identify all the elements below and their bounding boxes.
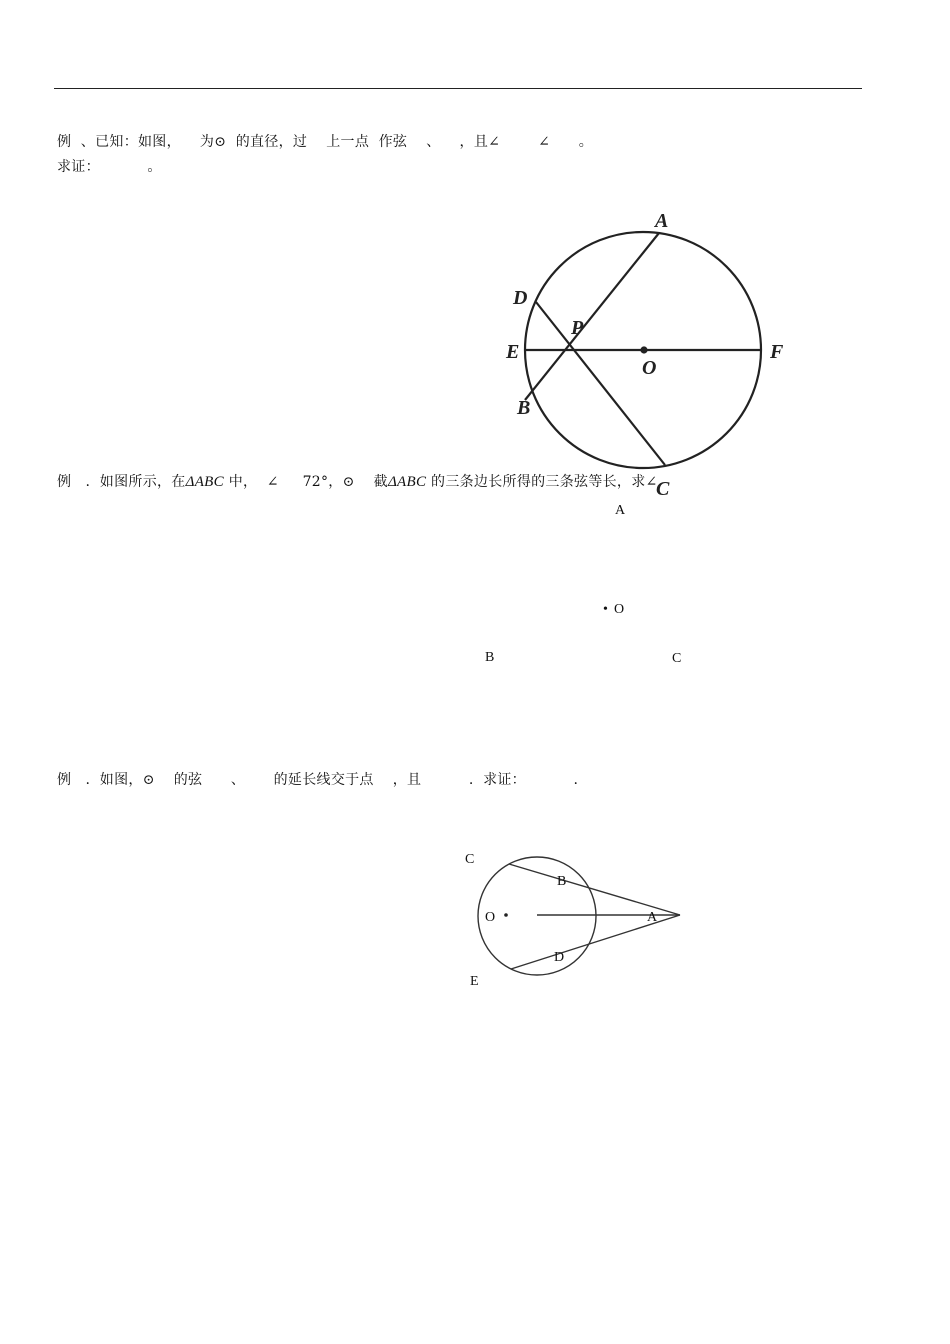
fig3-label-e: E xyxy=(470,974,479,989)
fig3-label-d: D xyxy=(554,950,565,965)
fig2-center-dot: • xyxy=(603,602,608,617)
triangle-abc-1: ΔABC xyxy=(185,474,224,490)
figure3-center-dot xyxy=(504,913,508,917)
fig3-label-c: C xyxy=(465,852,475,867)
figure1 xyxy=(525,232,762,468)
fig2-label-c: C xyxy=(672,651,682,666)
triangle-abc-2: ΔABC xyxy=(387,474,427,490)
figure1-labels xyxy=(505,210,784,500)
fig2-label-o: O xyxy=(614,602,625,617)
chord-dc xyxy=(536,302,665,465)
fig3-label-o: O xyxy=(485,910,496,925)
label-p: P xyxy=(571,317,584,339)
fig2-label-b: B xyxy=(485,650,495,665)
label-a: A xyxy=(655,210,669,232)
problem1-statement: 例 、已知：如图， 为⊙ 的直径，过 上一点 作弦 、 ，且∠ ∠ 。 xyxy=(57,134,593,150)
figure3-circle xyxy=(478,857,596,975)
fig3-label-a: A xyxy=(647,910,658,925)
secant-ab xyxy=(509,864,680,915)
problem3-statement: 例 . 如图，⊙ 的弦 、 的延长线交于点 ，且 . 求证： . xyxy=(57,772,579,788)
label-e: E xyxy=(506,341,520,363)
fig3-label-b: B xyxy=(557,874,567,889)
problem1-prove: 求证： 。 xyxy=(57,159,162,175)
label-f: F xyxy=(770,341,784,363)
problem2-statement: 例 . 如图所示，在ΔABC 中， ∠ 72°，⊙ 截ΔABC 的三条边长所得的三条弦等长，求∠ xyxy=(57,474,658,490)
label-c: C xyxy=(656,478,670,500)
chord-ab xyxy=(525,233,659,400)
center-point-o xyxy=(642,348,647,353)
label-d: D xyxy=(513,287,528,309)
label-b: B xyxy=(517,397,531,419)
fig2-label-a: A xyxy=(615,503,626,518)
label-o: O xyxy=(642,357,657,379)
